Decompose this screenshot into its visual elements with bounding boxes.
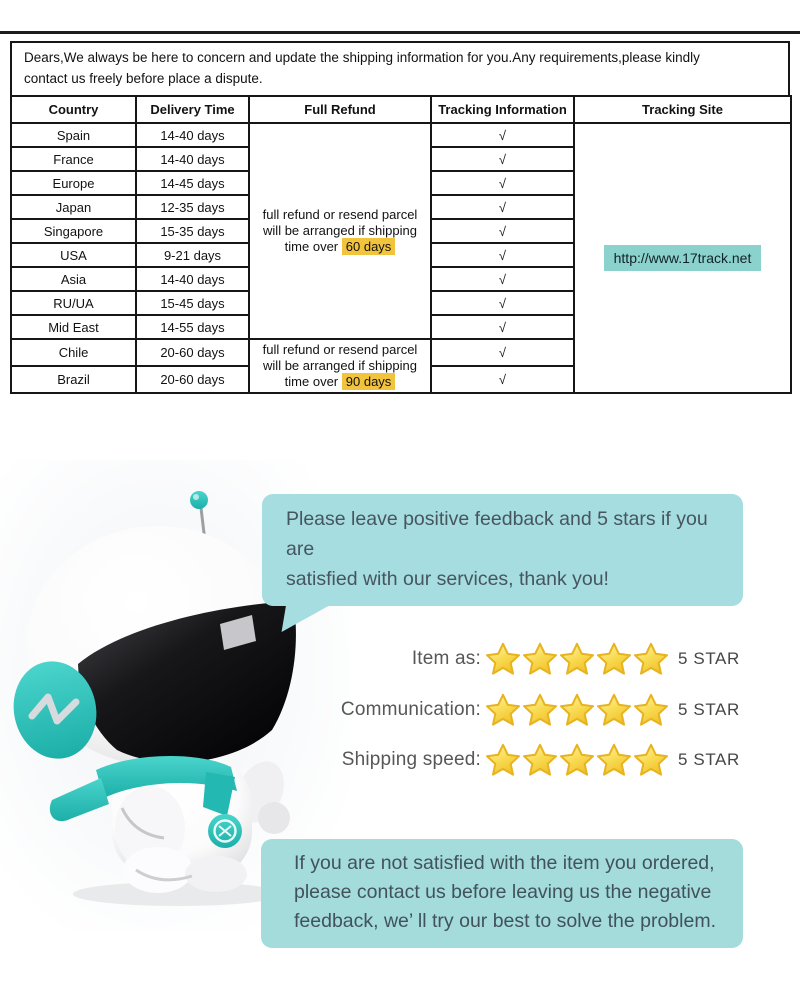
refund-line: will be arranged if shipping: [263, 223, 417, 238]
bottom-bubble-line: If you are not satisfied with the item you ordered,: [294, 852, 715, 874]
rating-label: Item as:: [411, 648, 481, 669]
tracking-check-mark: √: [431, 171, 574, 195]
tracking-site-cell: [574, 123, 791, 393]
delivery-cell: 14-55 days: [136, 315, 249, 339]
delivery-cell: 9-21 days: [136, 243, 249, 267]
col-header-delivery-time: Delivery Time: [136, 96, 249, 123]
bottom-bubble-line: please contact us before leaving us the negative: [294, 881, 712, 903]
rating-label: Communication:: [340, 699, 481, 720]
country-cell: Chile: [11, 339, 136, 366]
antenna-ball: [190, 491, 208, 509]
tracking-check-mark: √: [431, 339, 574, 366]
rating-value: 5 STAR: [678, 649, 740, 668]
tracking-check-mark: √: [431, 366, 574, 393]
delivery-cell: 15-45 days: [136, 291, 249, 315]
rating-row-communication: [0, 689, 760, 731]
country-cell: Mid East: [11, 315, 136, 339]
bottom-bubble-line: feedback, we’ ll try our best to solve the problem.: [294, 910, 716, 932]
delivery-cell: 20-60 days: [136, 366, 249, 393]
star-rating: [486, 743, 668, 777]
col-header-country: Country: [11, 96, 136, 123]
star-rating: [486, 642, 668, 676]
robot-right-hand: [258, 802, 290, 834]
star-icon: [597, 642, 631, 676]
rating-label: Shipping speed:: [341, 749, 481, 770]
notice-box: [10, 41, 790, 95]
refund-line-text: time over: [284, 239, 339, 254]
tracking-site-link[interactable]: http://www.17track.net: [604, 245, 762, 271]
refund-line: [256, 374, 424, 390]
delivery-cell: 15-35 days: [136, 219, 249, 243]
star-icon: [634, 642, 668, 676]
dissatisfaction-notice-bubble: [261, 839, 743, 948]
rating-row-item-as: [0, 638, 760, 680]
star-icon: [560, 693, 594, 727]
star-icon: [634, 693, 668, 727]
header-row: [11, 96, 791, 123]
country-cell: USA: [11, 243, 136, 267]
col-header-full-refund: Full Refund: [249, 96, 431, 123]
tracking-check-mark: √: [431, 267, 574, 291]
refund-days-highlight: 90 days: [342, 373, 396, 390]
tracking-check-mark: √: [431, 219, 574, 243]
country-cell: Japan: [11, 195, 136, 219]
delivery-cell: 14-40 days: [136, 147, 249, 171]
tracking-check-mark: √: [431, 147, 574, 171]
delivery-cell: 12-35 days: [136, 195, 249, 219]
refund-line: full refund or resend parcel: [262, 342, 418, 357]
star-icon: [634, 743, 668, 777]
star-icon: [560, 642, 594, 676]
refund-line-text: time over: [284, 374, 339, 389]
feedback-request-bubble: [262, 494, 743, 606]
tracking-check-mark: √: [431, 243, 574, 267]
notice-line: contact us freely before place a dispute.: [24, 71, 263, 86]
shipping-table: [10, 95, 792, 394]
star-rating: [486, 693, 668, 727]
shipping-info-panel: [10, 41, 790, 394]
rating-value: 5 STAR: [678, 750, 740, 769]
table-row: [11, 123, 791, 147]
star-icon: [486, 743, 520, 777]
notice-line: Dears,We always be here to concern and update the shipping information for you.Any requirements,please kindly: [24, 50, 700, 65]
tracking-check-mark: √: [431, 123, 574, 147]
star-icon: [486, 642, 520, 676]
delivery-cell: 20-60 days: [136, 339, 249, 366]
country-cell: Europe: [11, 171, 136, 195]
bubble-line: satisfied with our services, thank you!: [286, 568, 609, 590]
top-divider: [0, 31, 800, 34]
bubble-line: Please leave positive feedback and 5 stars if you are: [286, 508, 708, 560]
country-cell: Spain: [11, 123, 136, 147]
delivery-cell: 14-40 days: [136, 267, 249, 291]
tracking-check-mark: √: [431, 195, 574, 219]
star-icon: [523, 642, 557, 676]
robot-right-foot: [185, 856, 247, 892]
tracking-check-mark: √: [431, 315, 574, 339]
country-cell: Asia: [11, 267, 136, 291]
delivery-cell: 14-40 days: [136, 123, 249, 147]
country-cell: Singapore: [11, 219, 136, 243]
chest-badge: [208, 814, 242, 848]
col-header-tracking-site: Tracking Site: [574, 96, 791, 123]
country-cell: France: [11, 147, 136, 171]
refund-line: will be arranged if shipping: [263, 358, 417, 373]
refund-line: [256, 239, 424, 255]
star-icon: [486, 693, 520, 727]
rating-row-shipping-speed: [0, 739, 760, 781]
star-icon: [523, 693, 557, 727]
refund-days-highlight: 60 days: [342, 238, 396, 255]
rating-value: 5 STAR: [678, 700, 740, 719]
refund-policy-cell: [249, 123, 431, 339]
star-icon: [597, 743, 631, 777]
col-header-tracking-information: Tracking Information: [431, 96, 574, 123]
delivery-cell: 14-45 days: [136, 171, 249, 195]
star-icon: [560, 743, 594, 777]
refund-line: full refund or resend parcel: [262, 207, 418, 222]
refund-policy-cell: [249, 339, 431, 393]
country-cell: Brazil: [11, 366, 136, 393]
star-icon: [523, 743, 557, 777]
tracking-check-mark: √: [431, 291, 574, 315]
robot-left-foot: [123, 847, 193, 893]
star-icon: [597, 693, 631, 727]
country-cell: RU/UA: [11, 291, 136, 315]
